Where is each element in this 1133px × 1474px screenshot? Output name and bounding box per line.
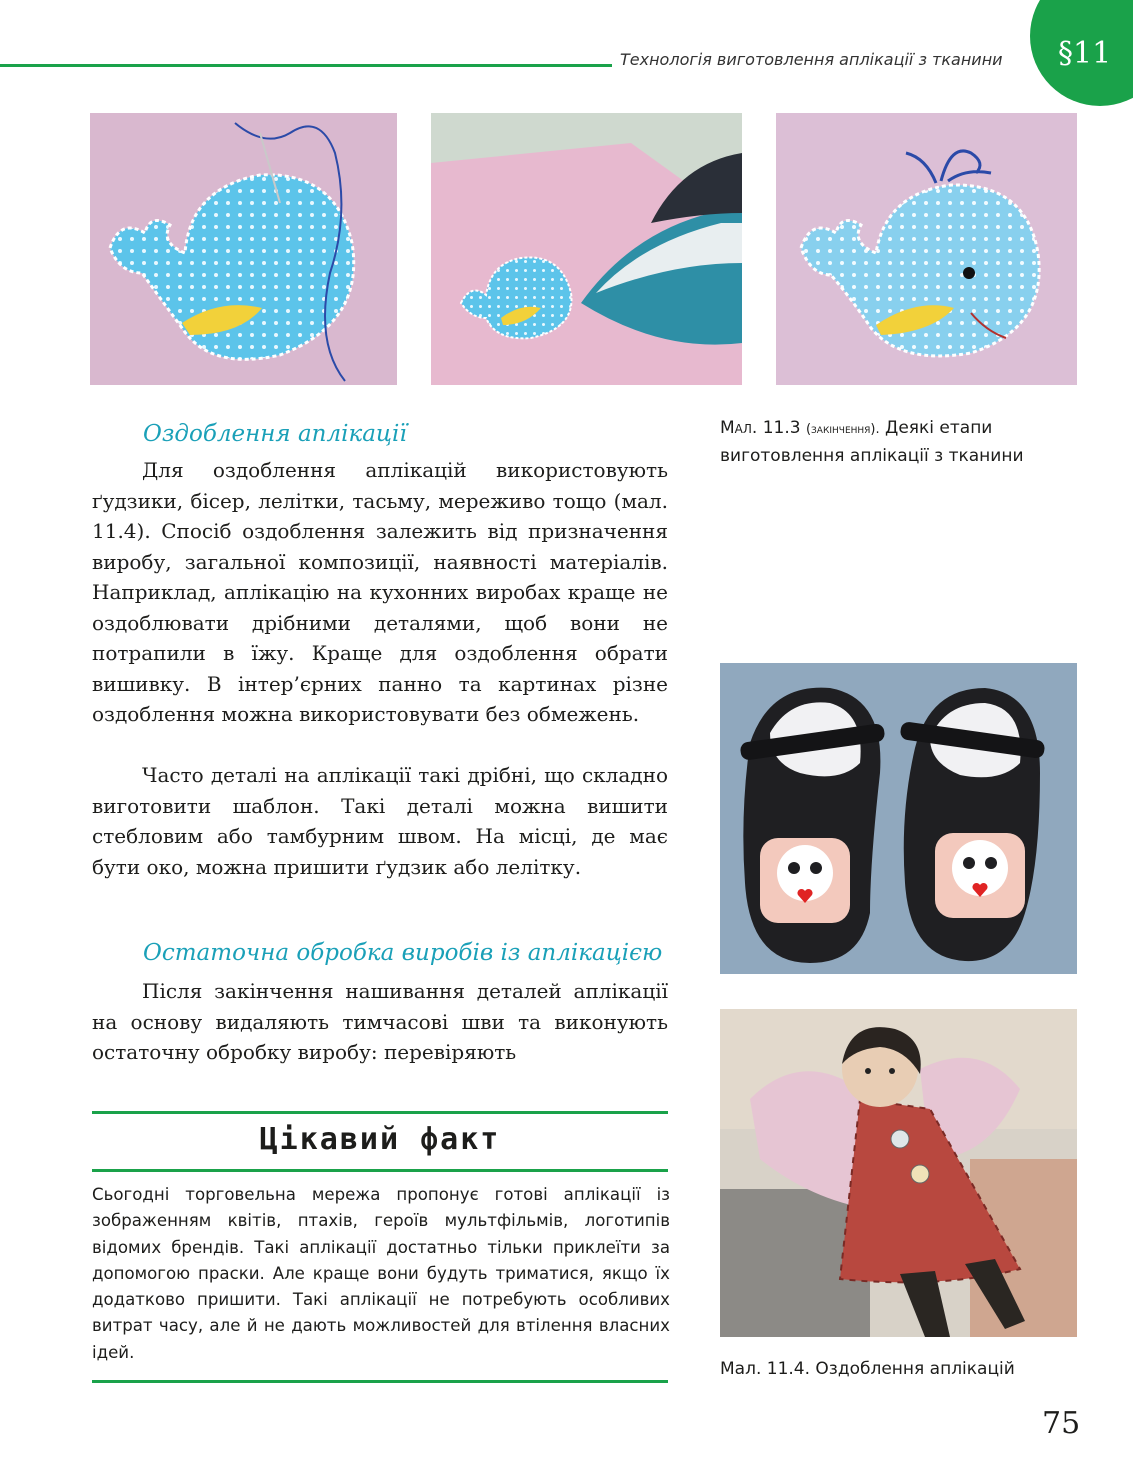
section-heading-final-processing: Остаточна обробка виробів із аплікацією (143, 940, 663, 966)
whale-stitching-illustration (90, 113, 397, 385)
shoes-panda-illustration (720, 663, 1077, 974)
section-number: §11 (1058, 36, 1112, 71)
running-header-title: Технологія виготовлення аплікації з тканини (620, 50, 1003, 69)
fact-top-rule (92, 1111, 668, 1114)
figure-11-3-caption (720, 415, 1080, 470)
section-1-paragraph-1: Для оздоблення аплікацій використовують ґудзики, бісер, лелітки, тасьму, мереживо тощо (мал. 11.4). Спосіб оздоблення залежить від призначення виробу, загальної композиції, наявності матеріалів. Наприклад, аплікацію на кухонних виробах краще не оздоблювати дрібними деталями, щоб вони не потрапили в їжу. Краще для оздоблення обрати вишивку. В інтер’єрних панно та картинах різне оздоблення можна використовувати без обмежень. (92, 458, 668, 726)
figure-11-4-caption: Мал. 11.4. Оздоблення аплікацій (720, 1359, 1015, 1379)
girl-applique-illustration (720, 1009, 1077, 1337)
whale-finished-illustration (776, 113, 1077, 385)
figure-11-3-label: Мал. 11.3 (720, 418, 801, 438)
section-heading-decoration: Оздоблення аплікації (143, 421, 407, 447)
photo-girl-applique (720, 1009, 1077, 1337)
photo-whale-finished (776, 113, 1077, 385)
page-number: 75 (1042, 1406, 1081, 1441)
fact-title-rule (92, 1169, 668, 1172)
figure-11-3-text: Деякі етапи виготовлення аплікації з тканини (720, 418, 1024, 466)
section-2-paragraph-1: Після закінчення нашивання деталей аплікації на основу видаляють тимчасові шви та виконують остаточну обробку виробу: перевіряють (92, 979, 668, 1064)
photo-whale-stitching (90, 113, 397, 385)
fact-bottom-rule (92, 1380, 668, 1383)
section-1-paragraph-2: Часто деталі на аплікації такі дрібні, що складно виготовити шаблон. Такі деталі можна вишити стебловим або тамбурним швом. На місці, де має бути око, можна пришити ґудзик або лелітку. (92, 763, 668, 879)
fact-text: Сьогодні торговельна мережа пропонує готові аплікації із зображенням квітів, птахів, героїв мультфільмів, логотипів відомих брендів. Такі аплікації достатньо тільки приклеїти за допомогою праски. Але краще вони будуть триматися, якщо їх додатково пришити. Такі аплікації не потребують особливих витрат часу, але й не дають можливостей для втілення власних ідей. (92, 1185, 670, 1362)
photo-shoes-panda (720, 663, 1077, 974)
fact-title: Цікавий факт (259, 1122, 501, 1157)
whale-ironing-illustration (431, 113, 742, 385)
header-rule (0, 64, 612, 67)
figure-11-3-note: (закінчення). (805, 422, 880, 437)
photo-whale-ironing (431, 113, 742, 385)
